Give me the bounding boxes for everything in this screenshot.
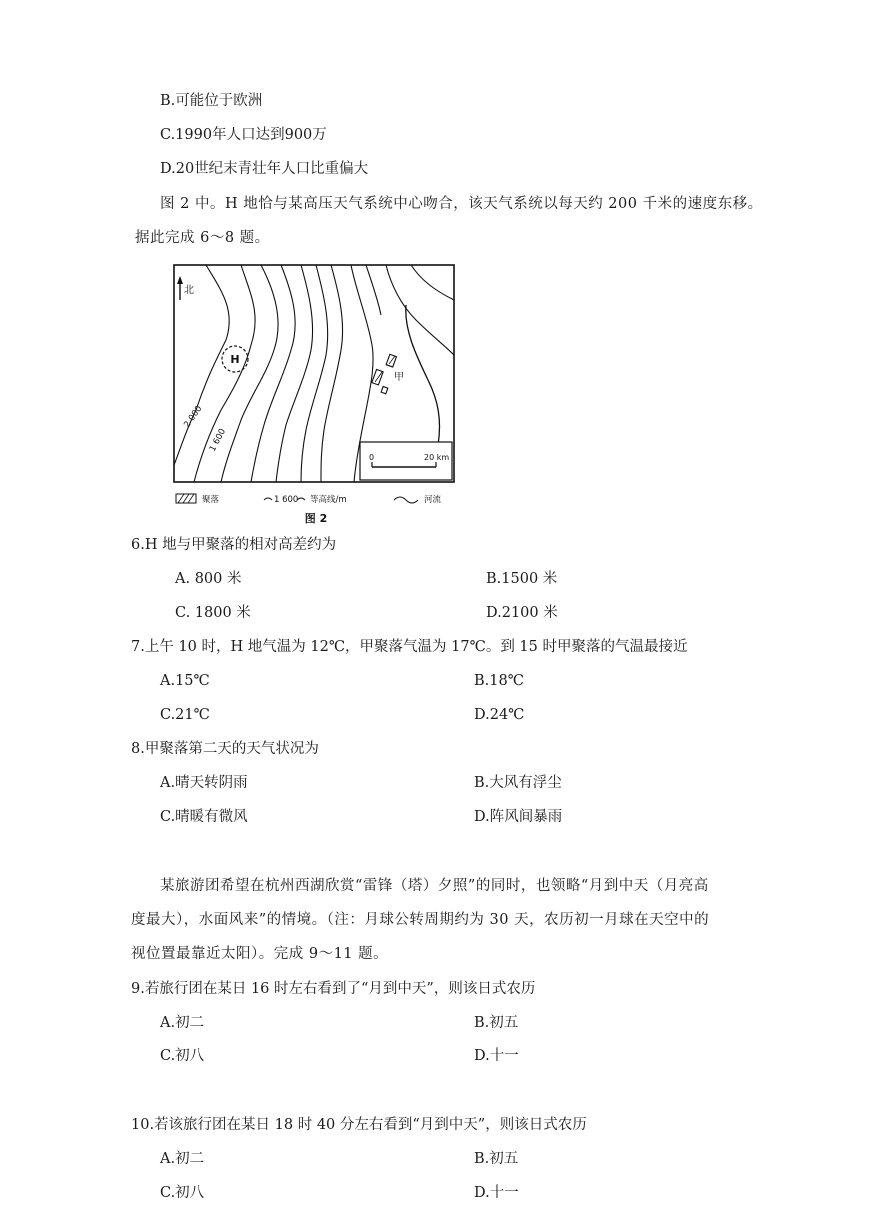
q6-option-d: D.2100 米 <box>486 605 558 621</box>
intro-6-8-line1: 图 2 中。H 地恰与某高压天气系统中心吻合，该天气系统以每天约 200 千米的速度东移。 <box>160 196 763 212</box>
q10-option-b: B.初五 <box>474 1151 519 1167</box>
legend-river-label: 河流 <box>424 495 442 505</box>
q10-stem: 10.若该旅行团在某日 18 时 40 分左右看到“月到中天”，则该日式农历 <box>131 1117 587 1133</box>
q6-stem: 6.H 地与甲聚落的相对高差约为 <box>131 537 337 553</box>
q10-option-a: A.初二 <box>160 1151 205 1167</box>
q8-option-a: A.晴天转阴雨 <box>160 775 248 791</box>
q9-option-a: A.初二 <box>160 1015 205 1031</box>
h-label: H <box>230 353 240 366</box>
q8-option-d: D.阵风间暴雨 <box>474 809 563 825</box>
contour-label-1600: 1 600 <box>207 427 229 454</box>
q7-stem: 7.上午 10 时，H 地气温为 12℃，甲聚落气温为 17℃。到 15 时甲聚落的气温最接近 <box>131 639 688 655</box>
figure-2-contour-map <box>166 260 464 530</box>
option-b-prev: B.可能位于欧洲 <box>160 93 263 109</box>
q7-option-c: C.21℃ <box>160 707 210 723</box>
legend-river-icon <box>394 497 418 503</box>
village-label: 甲 <box>394 372 404 383</box>
intro-9-11-line1: 某旅游团希望在杭州西湖欣赏“雷锋（塔）夕照”的同时，也领略“月到中天（月亮高 <box>160 878 709 894</box>
q8-stem: 8.甲聚落第二天的天气状况为 <box>131 741 319 757</box>
legend-contour-left-icon <box>264 498 272 500</box>
legend-settlement-icon <box>176 494 196 503</box>
q6-option-c: C. 1800 米 <box>175 605 251 621</box>
legend-contour-label: 等高线/m <box>310 495 347 505</box>
intro-6-8-line2: 据此完成 6～8 题。 <box>135 230 270 246</box>
q6-option-b: B.1500 米 <box>486 571 558 587</box>
q9-stem: 9.若旅行团在某日 16 时左右看到了“月到中天”，则该日式农历 <box>131 981 536 997</box>
q7-option-b: B.18℃ <box>474 673 524 689</box>
intro-9-11-line2: 度最大），水面风来”的情境。（注：月球公转周期约为 30 天，农历初一月球在天空中的 <box>131 912 710 928</box>
settlement-hatch <box>375 356 395 382</box>
q9-option-c: C.初八 <box>160 1048 205 1064</box>
q6-option-a: A. 800 米 <box>175 571 242 587</box>
scale-zero: 0 <box>369 453 375 462</box>
q8-option-c: C.晴暖有微风 <box>160 809 248 825</box>
scale-value: 20 km <box>424 453 450 462</box>
q10-option-c: C.初八 <box>160 1185 205 1201</box>
q10-option-d: D.十一 <box>474 1185 519 1201</box>
q9-option-d: D.十一 <box>474 1048 519 1064</box>
q7-option-d: D.24℃ <box>474 707 525 723</box>
option-d-prev: D.20世纪末青壮年人口比重偏大 <box>160 161 369 177</box>
contour-label-2000: 2 000 <box>182 404 205 430</box>
north-label: 北 <box>184 285 194 296</box>
q7-option-a: A.15℃ <box>160 673 210 689</box>
q8-option-b: B.大风有浮尘 <box>474 775 562 791</box>
legend-settlement-label: 聚落 <box>202 495 220 505</box>
q9-option-b: B.初五 <box>474 1015 519 1031</box>
intro-9-11-line3: 视位置最靠近太阳）。完成 9～11 题。 <box>131 946 389 962</box>
north-arrow-icon <box>177 276 183 300</box>
settlement-icons <box>372 354 397 394</box>
option-c-prev: C.1990年人口达到900万 <box>160 127 327 143</box>
figure-caption: 图 2 <box>304 512 328 525</box>
legend-contour-value: 1 600 <box>274 495 299 505</box>
